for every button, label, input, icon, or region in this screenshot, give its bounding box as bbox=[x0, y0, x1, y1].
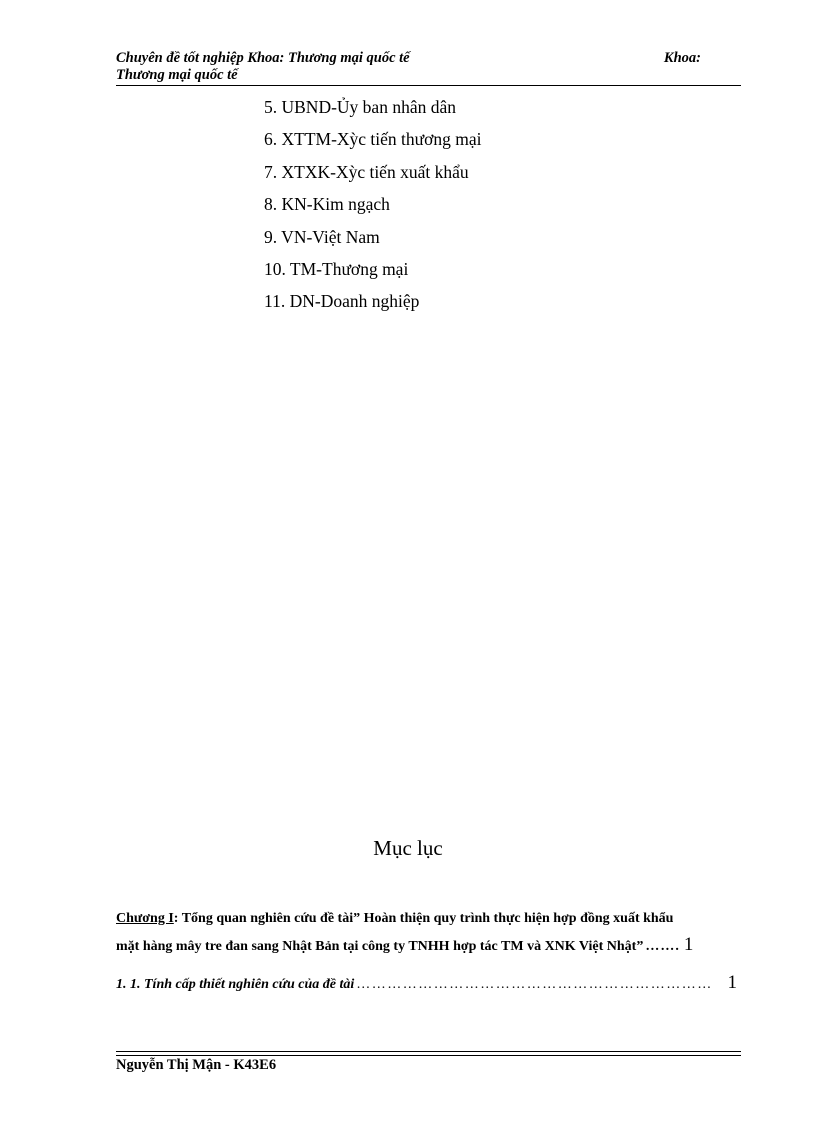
abbreviation-item: 6. XTTM-Xỳc tiến thương mại bbox=[264, 129, 482, 150]
toc-section-entry[interactable] bbox=[116, 972, 741, 994]
toc-chapter-leader: ……. bbox=[645, 939, 680, 954]
toc-chapter-line2 bbox=[116, 932, 741, 960]
toc-chapter-entry[interactable] bbox=[116, 906, 741, 960]
toc-title: Mục lục bbox=[373, 836, 443, 860]
toc-section-title: 1. 1. Tính cấp thiết nghiên cứu của đề tài bbox=[116, 977, 355, 992]
abbreviation-item: 10. TM-Thương mại bbox=[264, 258, 409, 279]
toc-chapter-text-line1: : Tổng quan nghiên cứu đề tài” Hoàn thiện quy trình thực hiện hợp đồng xuất khẩu bbox=[173, 911, 674, 926]
footer-divider-inner bbox=[116, 1055, 741, 1056]
toc-chapter-text-line2: mặt hàng mây tre đan sang Nhật Bản tại công ty TNHH hợp tác TM và XNK Việt Nhật” bbox=[116, 939, 644, 954]
abbreviation-item: 9. VN-Việt Nam bbox=[264, 226, 380, 247]
toc-section-page-number: 1 bbox=[727, 972, 737, 993]
header-row bbox=[116, 50, 741, 67]
toc-chapter-line1 bbox=[116, 906, 741, 932]
header-divider bbox=[116, 85, 741, 86]
toc-chapter-label: Chương I bbox=[116, 911, 174, 926]
header-left-text: Chuyên đề tốt nghiệp Khoa: Thương mại quốc tế bbox=[116, 50, 410, 66]
page-footer-author: Nguyễn Thị Mận - K43E6 bbox=[116, 1057, 277, 1073]
toc-chapter-page-number: 1 bbox=[683, 934, 694, 955]
header-right-text: Khoa: bbox=[663, 50, 701, 66]
toc-section-leader: …………………………………………………………… bbox=[356, 977, 713, 992]
footer-divider bbox=[116, 1051, 741, 1052]
header-second-line: Thương mại quốc tế bbox=[116, 67, 238, 83]
abbreviation-item: 5. UBND-Ủy ban nhân dân bbox=[264, 97, 456, 117]
abbreviation-item: 8. KN-Kim ngạch bbox=[264, 194, 390, 215]
page-header bbox=[116, 50, 741, 84]
abbreviation-item: 11. DN-Doanh nghiệp bbox=[264, 291, 420, 312]
abbreviation-item: 7. XTXK-Xỳc tiến xuất khẩu bbox=[264, 161, 469, 182]
abbreviation-list bbox=[264, 95, 482, 322]
